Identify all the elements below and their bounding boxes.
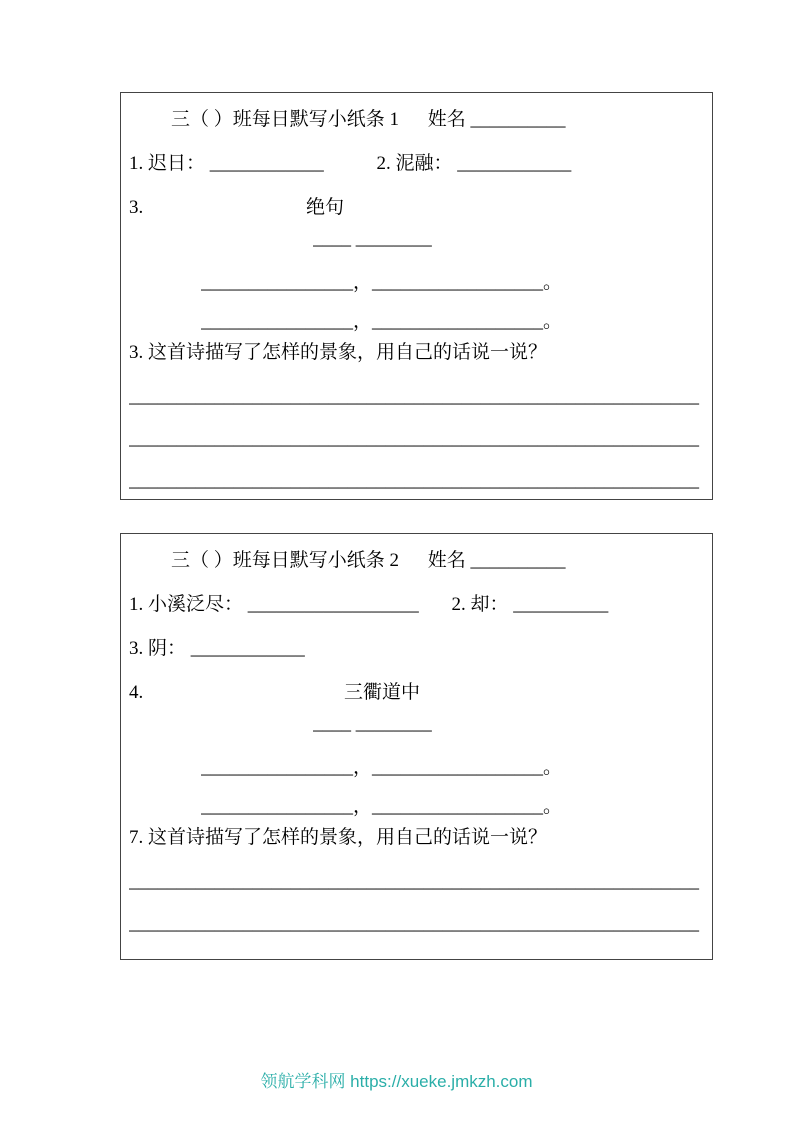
vocab1-blank: ____________ bbox=[209, 153, 324, 174]
poem-header-row bbox=[129, 195, 704, 221]
poem-title: 绝句 bbox=[306, 197, 345, 218]
question-number: 4. bbox=[129, 682, 144, 703]
answer-line: ____________________________________________________________ bbox=[129, 428, 699, 449]
vocab1-label: 1. 小溪泛尽： bbox=[129, 594, 244, 615]
name-label: 姓名 bbox=[427, 550, 466, 571]
poem-line-blank: ________________，__________________。 bbox=[201, 796, 563, 817]
card-title-row bbox=[129, 107, 704, 133]
name-blank: __________ bbox=[470, 550, 566, 571]
poem-author-blank: ____ ________ bbox=[313, 713, 432, 734]
vocab3-blank: ____________ bbox=[190, 638, 305, 659]
poem-author-blank: ____ ________ bbox=[313, 228, 432, 249]
card-title-row bbox=[129, 548, 704, 574]
answer-line: ____________________________________________________________ bbox=[129, 913, 699, 934]
vocab-row bbox=[129, 151, 704, 177]
vocab1-label: 1. 迟日： bbox=[129, 153, 206, 174]
dictation-card-2 bbox=[120, 533, 713, 960]
question-number: 3. bbox=[129, 197, 144, 218]
card-header: 三（ ）班每日默写小纸条 1 bbox=[171, 109, 400, 130]
vocab2-label: 2. 却： bbox=[451, 594, 509, 615]
name-blank: __________ bbox=[470, 109, 566, 130]
vocab3-label: 3. 阴： bbox=[129, 638, 187, 659]
poem-header-row bbox=[129, 680, 704, 706]
poem-line-blank: ________________，__________________。 bbox=[201, 311, 563, 332]
dictation-card-1 bbox=[120, 92, 713, 500]
vocab1-blank: __________________ bbox=[247, 594, 419, 615]
answer-line: ____________________________________________________________ bbox=[129, 386, 699, 407]
card-header: 三（ ）班每日默写小纸条 2 bbox=[171, 550, 400, 571]
site-footer: 领航学科网 https://xueke.jmkzh.com bbox=[260, 1072, 533, 1091]
vocab2-blank: ____________ bbox=[457, 153, 572, 174]
name-label: 姓名 bbox=[427, 109, 466, 130]
poem-title: 三衢道中 bbox=[344, 682, 421, 703]
answer-line: ____________________________________________________________ bbox=[129, 871, 699, 892]
vocab-row bbox=[129, 592, 704, 618]
vocab2-label: 2. 泥融： bbox=[376, 153, 453, 174]
comprehension-question: 7. 这首诗描写了怎样的景象，用自己的话说一说？ bbox=[129, 827, 548, 848]
poem-line-blank: ________________，__________________。 bbox=[201, 272, 563, 293]
vocab2-blank: __________ bbox=[513, 594, 609, 615]
vocab-row bbox=[129, 636, 704, 662]
poem-line-blank: ________________，__________________。 bbox=[201, 757, 563, 778]
comprehension-question: 3. 这首诗描写了怎样的景象，用自己的话说一说？ bbox=[129, 342, 548, 363]
answer-line: ____________________________________________________________ bbox=[129, 470, 699, 491]
